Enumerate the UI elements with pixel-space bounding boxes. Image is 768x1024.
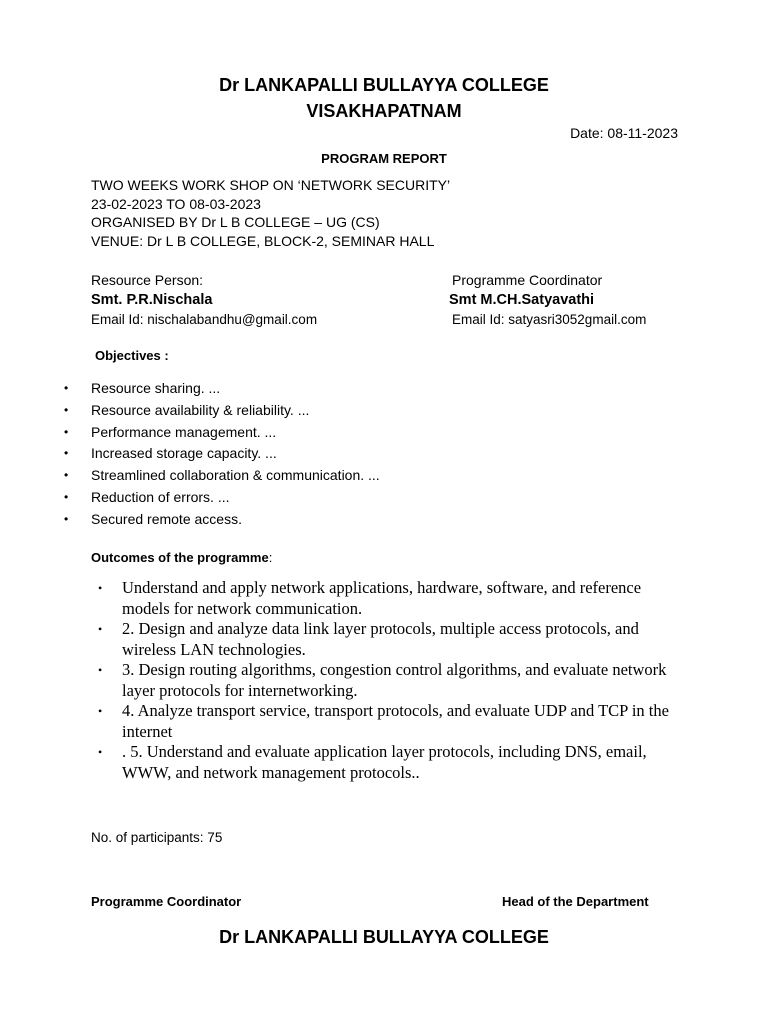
bullet-icon: • [64, 446, 69, 461]
list-item: • Reduction of errors. ... [0, 487, 380, 509]
program-organiser: ORGANISED BY Dr L B COLLEGE – UG (CS) [91, 214, 380, 230]
list-item: • Increased storage capacity. ... [0, 443, 380, 465]
outcomes-heading: Outcomes of the programme: [91, 550, 273, 565]
outcomes-list [0, 578, 692, 783]
objectives-list [0, 378, 380, 531]
report-title: PROGRAM REPORT [321, 151, 447, 166]
signature-hod: Head of the Department [502, 894, 649, 909]
resource-person-email: Email Id: nischalabandhu@gmail.com [91, 312, 318, 327]
bullet-icon: • [64, 468, 69, 483]
bullet-icon: • [98, 663, 103, 677]
list-item: • Resource availability & reliability. ... [0, 400, 380, 422]
bullet-icon: • [64, 381, 69, 395]
list-item: • Resource sharing. ... [0, 378, 380, 400]
program-venue: VENUE: Dr L B COLLEGE, BLOCK-2, SEMINAR HALL [91, 232, 435, 249]
program-dates: 23-02-2023 TO 08-03-2023 [91, 195, 261, 212]
list-item: • Secured remote access. [0, 509, 380, 531]
report-date: Date: 08-11-2023 [570, 125, 678, 141]
list-item: • Streamlined collaboration & communication. ... [0, 465, 380, 487]
resource-person-name: Smt. P.R.Nischala [91, 292, 213, 308]
bullet-icon: • [98, 704, 103, 718]
program-title: TWO WEEKS WORK SHOP ON ‘NETWORK SECURITY’ [91, 177, 451, 193]
bullet-icon: • [98, 581, 103, 595]
college-header [0, 72, 768, 124]
list-item: • 4. Analyze transport service, transport protocols, and evaluate UDP and TCP in the internet [98, 701, 669, 741]
bullet-icon: • [64, 511, 69, 526]
signature-coordinator: Programme Coordinator [91, 894, 242, 909]
college-city: VISAKHAPATNAM [306, 101, 462, 121]
coordinator-email: Email Id: satyasri3052gmail.com [452, 312, 647, 327]
bullet-icon: • [64, 402, 69, 417]
resource-person-block [91, 270, 317, 330]
list-item: • Performance management. ... [0, 422, 380, 444]
coordinator-label: Programme Coordinator [452, 272, 603, 288]
list-item: • Understand and apply network applications, hardware, software, and reference models for network communication. [98, 578, 642, 618]
college-footer: Dr LANKAPALLI BULLAYYA COLLEGE [219, 927, 549, 947]
program-info [91, 176, 450, 250]
bullet-icon: • [98, 622, 103, 636]
list-item: • 3. Design routing algorithms, congestion control algorithms, and evaluate network layer protocols for internetworking. [98, 660, 667, 700]
bullet-icon: • [64, 489, 69, 504]
list-item: • 2. Design and analyze data link layer protocols, multiple access protocols, and wireless LAN technologies. [98, 619, 639, 659]
college-name: Dr LANKAPALLI BULLAYYA COLLEGE [219, 75, 549, 95]
bullet-icon: • [98, 745, 103, 759]
objectives-heading: Objectives : [95, 348, 169, 363]
participants-count: No. of participants: 75 [91, 830, 223, 845]
coordinator-name: Smt M.CH.Satyavathi [449, 292, 595, 308]
bullet-icon: • [64, 424, 69, 439]
list-item: • . 5. Understand and evaluate application layer protocols, including DNS, email, WWW, and network management protocols.. [98, 742, 647, 782]
resource-person-label: Resource Person: [91, 272, 204, 288]
coordinator-block [449, 270, 646, 330]
